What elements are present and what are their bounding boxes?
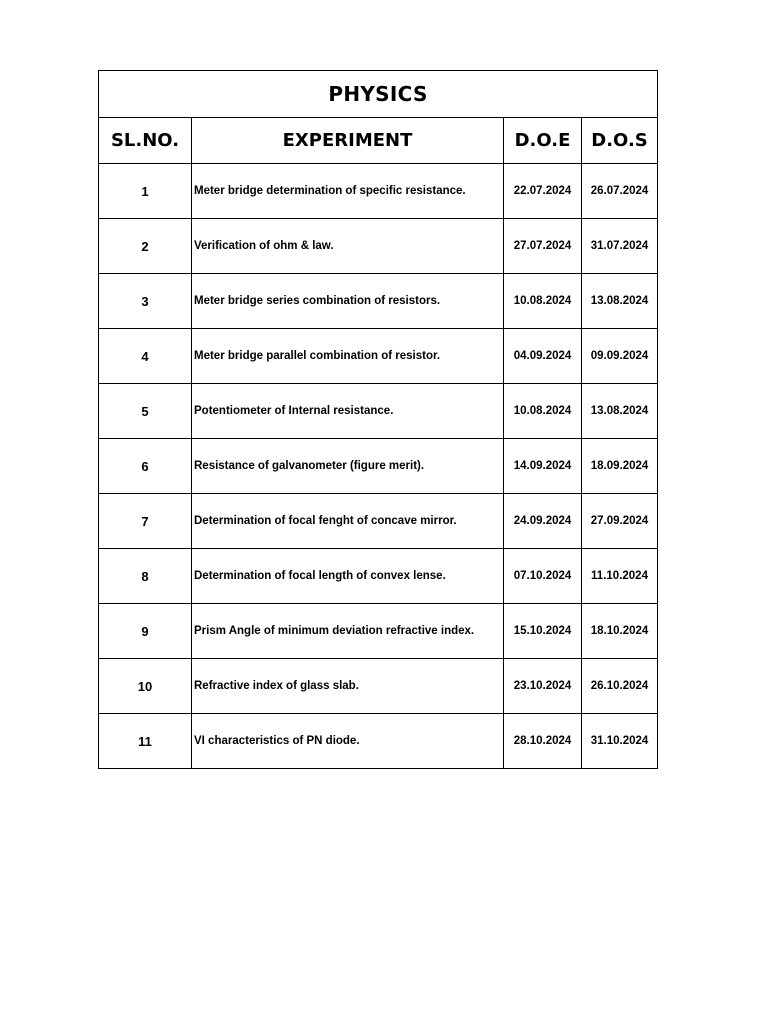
row-sl-no: 1 xyxy=(99,164,192,219)
row-date-of-submission: 13.08.2024 xyxy=(582,384,658,439)
column-header-experiment: EXPERIMENT xyxy=(192,118,504,164)
row-sl-no: 8 xyxy=(99,549,192,604)
row-date-of-submission: 11.10.2024 xyxy=(582,549,658,604)
title-row xyxy=(99,71,658,118)
row-sl-no: 4 xyxy=(99,329,192,384)
table-row xyxy=(99,659,658,714)
row-experiment: Meter bridge determination of specific resistance. xyxy=(192,164,504,219)
row-experiment: Refractive index of glass slab. xyxy=(192,659,504,714)
row-experiment: Determination of focal length of convex lense. xyxy=(192,549,504,604)
row-date-of-experiment: 28.10.2024 xyxy=(504,714,582,769)
row-date-of-experiment: 24.09.2024 xyxy=(504,494,582,549)
row-date-of-submission: 31.10.2024 xyxy=(582,714,658,769)
row-sl-no: 11 xyxy=(99,714,192,769)
row-date-of-submission: 26.07.2024 xyxy=(582,164,658,219)
sheet-title: PHYSICS xyxy=(99,71,658,118)
row-experiment: Prism Angle of minimum deviation refractive index. xyxy=(192,604,504,659)
header-row xyxy=(99,118,658,164)
row-date-of-submission: 27.09.2024 xyxy=(582,494,658,549)
row-date-of-experiment: 07.10.2024 xyxy=(504,549,582,604)
column-header-sl-no: SL.NO. xyxy=(99,118,192,164)
row-date-of-experiment: 10.08.2024 xyxy=(504,274,582,329)
row-experiment: Meter bridge parallel combination of resistor. xyxy=(192,329,504,384)
row-sl-no: 3 xyxy=(99,274,192,329)
row-date-of-experiment: 27.07.2024 xyxy=(504,219,582,274)
table-row xyxy=(99,164,658,219)
row-experiment: Potentiometer of Internal resistance. xyxy=(192,384,504,439)
row-date-of-submission: 18.10.2024 xyxy=(582,604,658,659)
table-row xyxy=(99,274,658,329)
row-date-of-experiment: 14.09.2024 xyxy=(504,439,582,494)
table-row xyxy=(99,329,658,384)
row-experiment: Determination of focal fenght of concave mirror. xyxy=(192,494,504,549)
table-row xyxy=(99,384,658,439)
column-header-dos: D.O.S xyxy=(582,118,658,164)
table-row xyxy=(99,604,658,659)
row-date-of-submission: 26.10.2024 xyxy=(582,659,658,714)
table-row xyxy=(99,219,658,274)
row-experiment: VI characteristics of PN diode. xyxy=(192,714,504,769)
row-date-of-experiment: 10.08.2024 xyxy=(504,384,582,439)
row-date-of-experiment: 22.07.2024 xyxy=(504,164,582,219)
row-experiment: Verification of ohm & law. xyxy=(192,219,504,274)
table-body xyxy=(99,164,658,769)
row-date-of-experiment: 15.10.2024 xyxy=(504,604,582,659)
row-date-of-experiment: 23.10.2024 xyxy=(504,659,582,714)
row-sl-no: 6 xyxy=(99,439,192,494)
row-sl-no: 5 xyxy=(99,384,192,439)
table-row xyxy=(99,549,658,604)
row-date-of-submission: 09.09.2024 xyxy=(582,329,658,384)
row-sl-no: 9 xyxy=(99,604,192,659)
row-date-of-submission: 13.08.2024 xyxy=(582,274,658,329)
row-experiment: Resistance of galvanometer (figure merit). xyxy=(192,439,504,494)
row-date-of-submission: 18.09.2024 xyxy=(582,439,658,494)
experiment-table xyxy=(98,70,658,769)
row-sl-no: 10 xyxy=(99,659,192,714)
table-row xyxy=(99,494,658,549)
column-header-doe: D.O.E xyxy=(504,118,582,164)
row-sl-no: 2 xyxy=(99,219,192,274)
table-row xyxy=(99,439,658,494)
row-experiment: Meter bridge series combination of resistors. xyxy=(192,274,504,329)
row-sl-no: 7 xyxy=(99,494,192,549)
table-row xyxy=(99,714,658,769)
row-date-of-submission: 31.07.2024 xyxy=(582,219,658,274)
row-date-of-experiment: 04.09.2024 xyxy=(504,329,582,384)
